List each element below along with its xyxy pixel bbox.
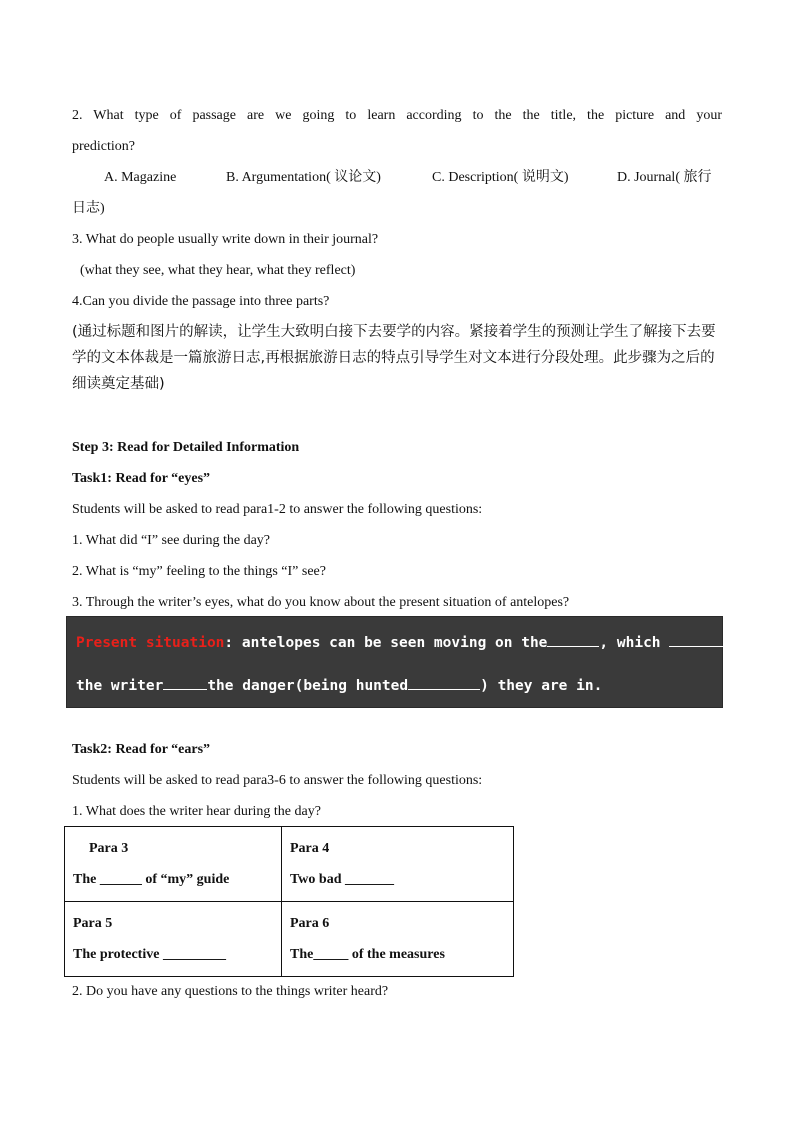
question-3-answer: (what they see, what they hear, what they reflect) (80, 263, 356, 278)
para5-heading: Para 5 (73, 916, 113, 931)
task2-question-2: 2. Do you have any questions to the things writer heard? (72, 984, 389, 999)
table-row (65, 827, 514, 902)
task1-question-3: 3. Through the writer’s eyes, what do you know about the present situation of antelopes? (72, 595, 570, 610)
option-a: A. Magazine (104, 170, 177, 185)
present-situation-box (66, 616, 723, 708)
present-situation-text-d: the danger(being hunted (207, 678, 409, 694)
table-cell-para6 (282, 902, 514, 977)
blank-3[interactable] (163, 675, 207, 690)
para3-heading: Para 3 (89, 841, 129, 856)
option-d: D. Journal( 旅行 (617, 170, 712, 185)
task2-intro: Students will be asked to read para3-6 to answer the following questions: (72, 773, 483, 788)
task1-heading: Task1: Read for “eyes” (72, 471, 211, 486)
option-d-wrap: 日志) (72, 201, 105, 216)
para6-heading: Para 6 (290, 916, 330, 931)
table-cell-para3 (65, 827, 282, 902)
para3-text: The ______ of “my” guide (73, 872, 230, 887)
document-body (72, 100, 722, 618)
present-situation-text-a: : antelopes can be seen moving on the (224, 635, 548, 651)
task2-section (72, 734, 722, 827)
present-situation-text-e: ) they are in. (480, 678, 603, 694)
step3-heading: Step 3: Read for Detailed Information (72, 440, 300, 455)
task1-question-1: 1. What did “I” see during the day? (72, 533, 271, 548)
present-situation-row1 (76, 632, 731, 651)
para5-text: The protective _________ (73, 947, 226, 962)
blank-1[interactable] (547, 632, 599, 647)
table-cell-para4 (282, 827, 514, 902)
table-cell-para5 (65, 902, 282, 977)
table-row (65, 902, 514, 977)
present-situation-row2 (76, 675, 602, 694)
para4-text: Two bad _______ (290, 872, 394, 887)
teaching-note: (通过标题和图片的解读，让学生大致明白接下去要学的内容。紧接着学生的预测让学生了解接下去要学的文本体裁是一篇旅游日志,再根据旅游日志的特点引导学生对文本进行分段处理。此步骤为之后的细读奠定基础) (72, 324, 716, 392)
present-situation-text-c: the writer (76, 678, 164, 694)
present-situation-text-b: , which (599, 635, 661, 651)
para6-text: The_____ of the measures (290, 947, 445, 962)
task2-question-1: 1. What does the writer hear during the day? (72, 804, 321, 819)
task1-question-2: 2. What is “my” feeling to the things “I” see? (72, 564, 326, 579)
paragraph-table (64, 826, 514, 977)
blank-2[interactable] (669, 632, 731, 647)
question-2-line1: 2. What type of passage are we going to learn according to the the title, the picture and your (72, 108, 722, 123)
question-2-line2: prediction? (72, 139, 135, 154)
task1-intro: Students will be asked to read para1-2 to answer the following questions: (72, 502, 483, 517)
para4-heading: Para 4 (290, 841, 330, 856)
question-2-options (72, 162, 722, 193)
option-b: B. Argumentation( 议论文) (226, 170, 381, 185)
question-3: 3. What do people usually write down in their journal? (72, 232, 379, 247)
blank-4[interactable] (408, 675, 480, 690)
present-situation-label: Present situation (76, 635, 225, 651)
question-4: 4.Can you divide the passage into three parts? (72, 294, 330, 309)
task2-heading: Task2: Read for “ears” (72, 742, 211, 757)
option-c: C. Description( 说明文) (432, 170, 569, 185)
